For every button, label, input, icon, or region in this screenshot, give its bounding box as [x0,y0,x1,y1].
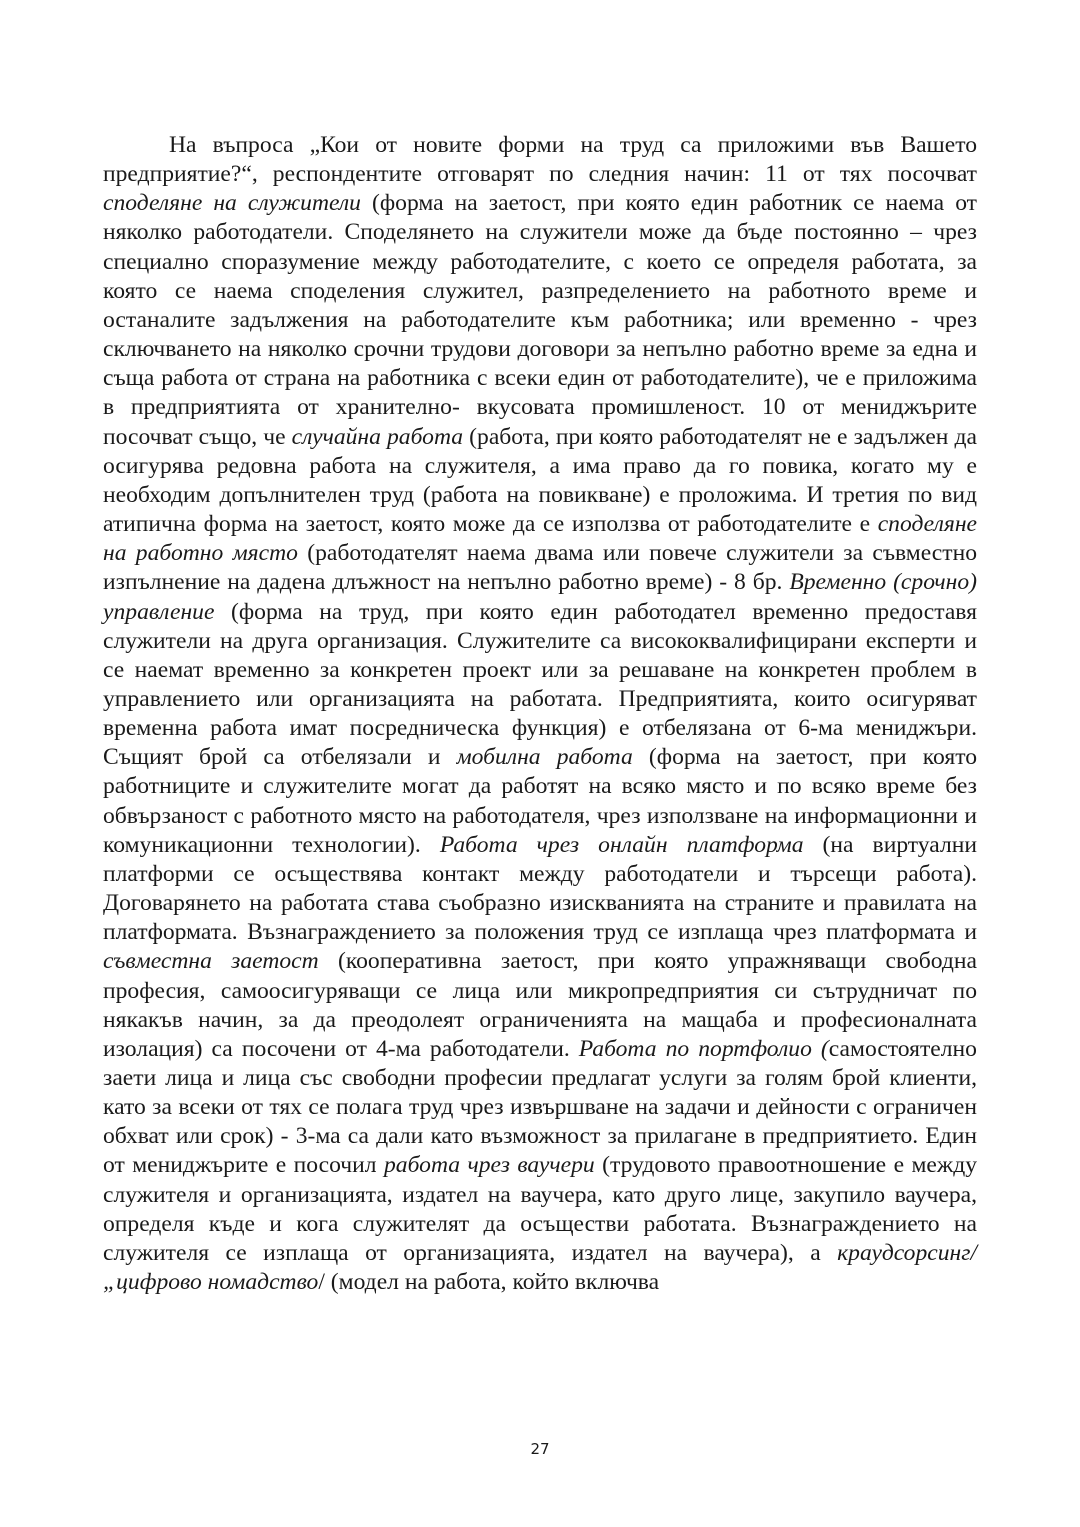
text-run: На въпроса „Кои от новите форми на труд са приложими във Вашето предприятие?“, респондентите отговарят по следния начин: 11 от тях посочват [103,132,977,188]
italic-term: Работа чрез онлайн платформа [439,831,804,858]
body-paragraph [103,131,977,1297]
italic-term: споделяне на работно място [103,511,977,567]
text-run: (трудовото правоотношение е между служителя и организацията, издател на ваучера, като друго лице, закупило ваучера, определя къде и кога служителят да осъществи работата. Възнаграждението на служителя се изплаща от организацията, издател на ваучера), а [103,1152,977,1266]
text-run: (форма на заетост, при която работниците и служителите могат да работят на всяко място и по всяко време без обвързаност с работното място на работодателя, чрез използване на информационни и комуникационни технологии). [103,744,978,858]
text-run: (на виртуални платформи се осъществява контакт между работодатели и търсещи работа). Договарянето на работата става съобразно изискванията на страните и правилата на платформата. Възнаграждението за положения труд се изплаща чрез платформата и [103,831,977,946]
italic-term: споделяне на служители [103,190,361,217]
italic-term: Работа по портфолио ( [578,1035,829,1062]
text-run: (форма на заетост, при която един работник се наема от няколко работодатели. Споделянето на служители може да бъде постоянно – чрез специално споразумение между работодателите, с което се определя работата, за която се наема споделения служител, разпределението на работното време и останалите задължения на работодателите към работника; или временно - чрез сключването на няколко срочни трудови договори за непълно работно време за една и съща работа от страна на работника с всеки един от работодателите), че е приложима в предприятията от хранително- вкусовата промишленост. 10 от мениджърите посочват също, че [103,190,977,450]
italic-term: съвместна заетост [103,948,319,975]
text-run: (работодателят наема двама или повече служители за съвместно изпълнение на дадена длъжност на непълно работно време) - 8 бр. [103,540,977,596]
text-run: (форма на труд, при която един работодател временно предоставя служители на друга организация. Служителите са висококвалифицирани експерти и се наемат временно за конкретен проект или за решаване на конкретен проблем в управлението или организацията на работата. Предприятията, които осигуряват временна работа имат посредническа функция) е отбелязана от 6-ма мениджъри. Същият брой са отбелязали и [103,598,977,771]
italic-term: мобилна работа [456,744,633,771]
text-run: (работа, при която работодателят не е задължен да осигурява редовна работа на служителя, а има право да го повика, когато му е необходим допълнителен труд (работа на повикване) е проложима. И третия по вид атипична форма на заетост, която може да се използва от работодателите е [103,423,977,538]
page-number: 27 [530,1440,550,1458]
italic-term: работа чрез ваучери [384,1152,595,1179]
text-run: самостоятелно заети лица и лица със свободни професии предлагат услуги за голям брой клиенти, като за всеки от тях се полага труд чрез извършване на задачи и дейности с ограничен обхват или срок) - 3-ма са дали като възможност за прилагане в предприятието. Един от мениджърите е посочил [103,1035,977,1179]
text-run: (кооперативна заетост, при която упражняващи свободна професия, самоосигуряващи се лица или микропредприятия си сътрудничат по някакъв начин, за да преодолеят ограниченията на мащаба и професионалната изолация) са посочени от 4-ма работодатели. [103,948,977,1062]
italic-term: случайна работа [291,423,464,450]
italic-term: краудсорсинг/„цифрово номадство [103,1239,977,1296]
italic-term: Временно (срочно) управление [103,569,977,625]
text-run: / (модел на работа, който включва [318,1269,660,1296]
